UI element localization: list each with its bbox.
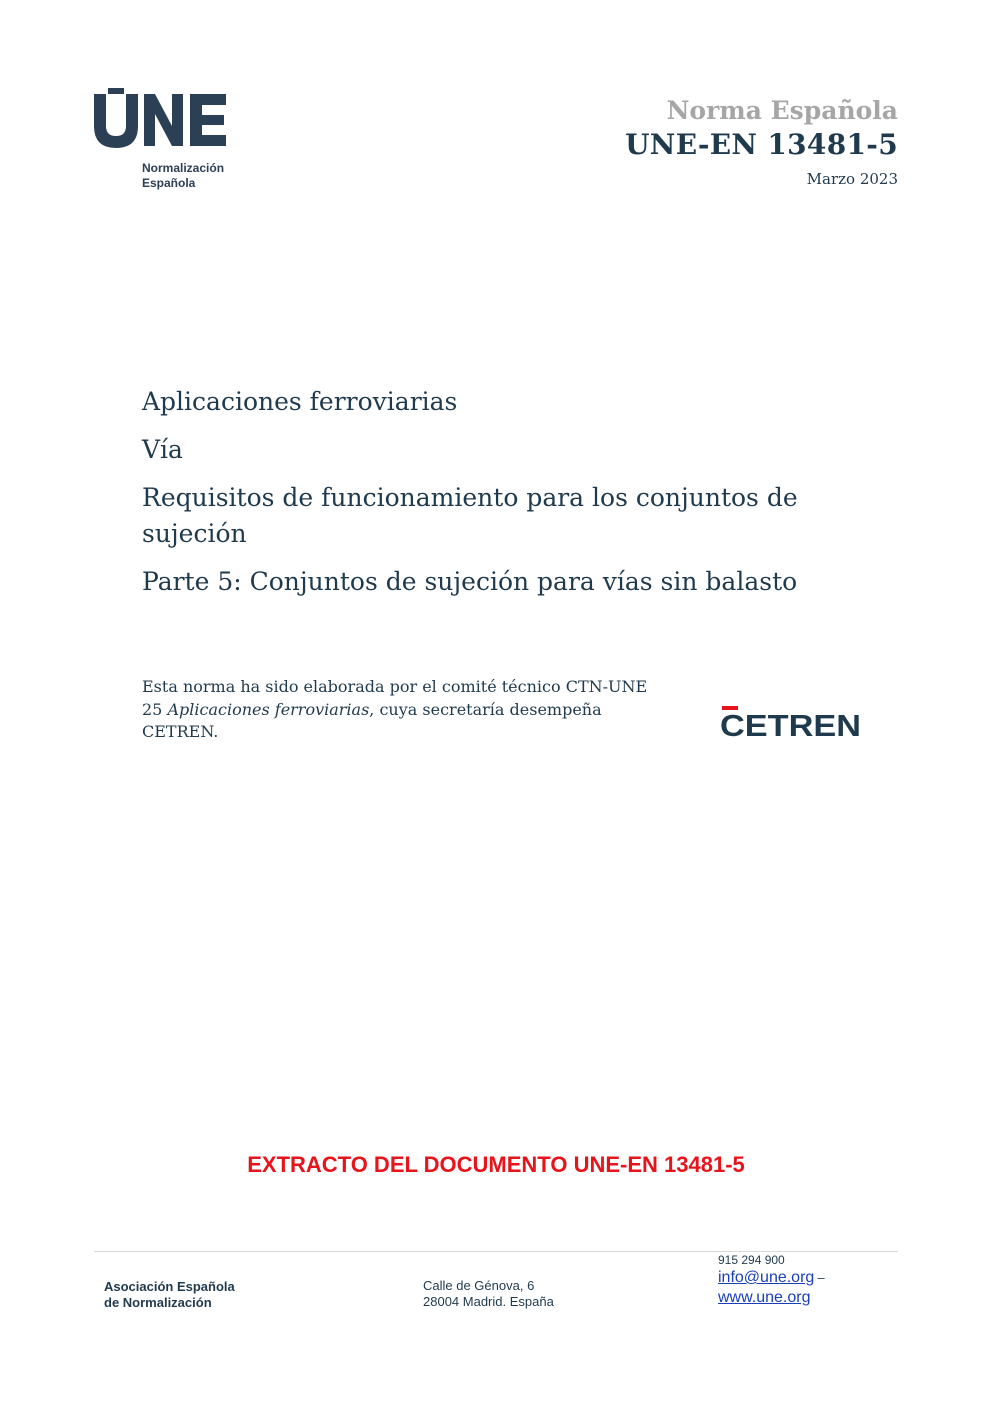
une-logo-subtitle xyxy=(142,161,224,191)
footer-website-link[interactable]: www.une.org xyxy=(718,1289,811,1306)
committee-text-start: Esta norma ha sido elaborada por el comité técnico CTN-UNE 25 xyxy=(142,677,648,719)
footer-assoc-line1: Asociación Española xyxy=(104,1279,235,1294)
title-line-3: Requisitos de funcionamiento para los conjuntos de sujeción xyxy=(142,483,798,548)
une-logo xyxy=(92,88,242,198)
publication-date: Marzo 2023 xyxy=(806,170,898,188)
document-titles xyxy=(142,384,862,612)
title-line-1: Aplicaciones ferroviarias xyxy=(142,387,458,416)
cetren-wordmark: CETREN xyxy=(720,708,861,740)
footer-email-link[interactable]: info@une.org xyxy=(718,1269,815,1286)
footer-assoc-line2: de Normalización xyxy=(104,1295,212,1310)
title-line-4: Parte 5: Conjuntos de sujeción para vías sin balasto xyxy=(142,567,798,596)
footer-association xyxy=(104,1279,235,1311)
cetren-logo xyxy=(720,706,862,740)
footer-phone: 915 294 900 xyxy=(718,1253,785,1267)
une-subtitle-line2: Española xyxy=(142,176,196,190)
committee-text-end: , cuya secretaría desempeña CETREN. xyxy=(142,699,602,741)
footer-address-line2: 28004 Madrid. España xyxy=(423,1294,554,1309)
standard-code: UNE-EN 13481-5 xyxy=(625,128,898,161)
footer-separator: – xyxy=(817,1270,825,1285)
committee-name: Aplicaciones ferroviarias xyxy=(167,699,370,719)
footer-address xyxy=(423,1278,554,1310)
une-logo-mark xyxy=(92,88,228,148)
une-subtitle-line1: Normalización xyxy=(142,161,225,175)
extract-notice: EXTRACTO DEL DOCUMENTO UNE-EN 13481-5 xyxy=(247,1152,745,1177)
title-line-2: Vía xyxy=(142,435,183,464)
committee-statement xyxy=(142,676,662,744)
standard-type-label: Norma Española xyxy=(666,96,898,125)
footer-address-line1: Calle de Génova, 6 xyxy=(423,1278,535,1293)
footer-contact xyxy=(718,1252,825,1308)
standard-header xyxy=(625,96,898,188)
